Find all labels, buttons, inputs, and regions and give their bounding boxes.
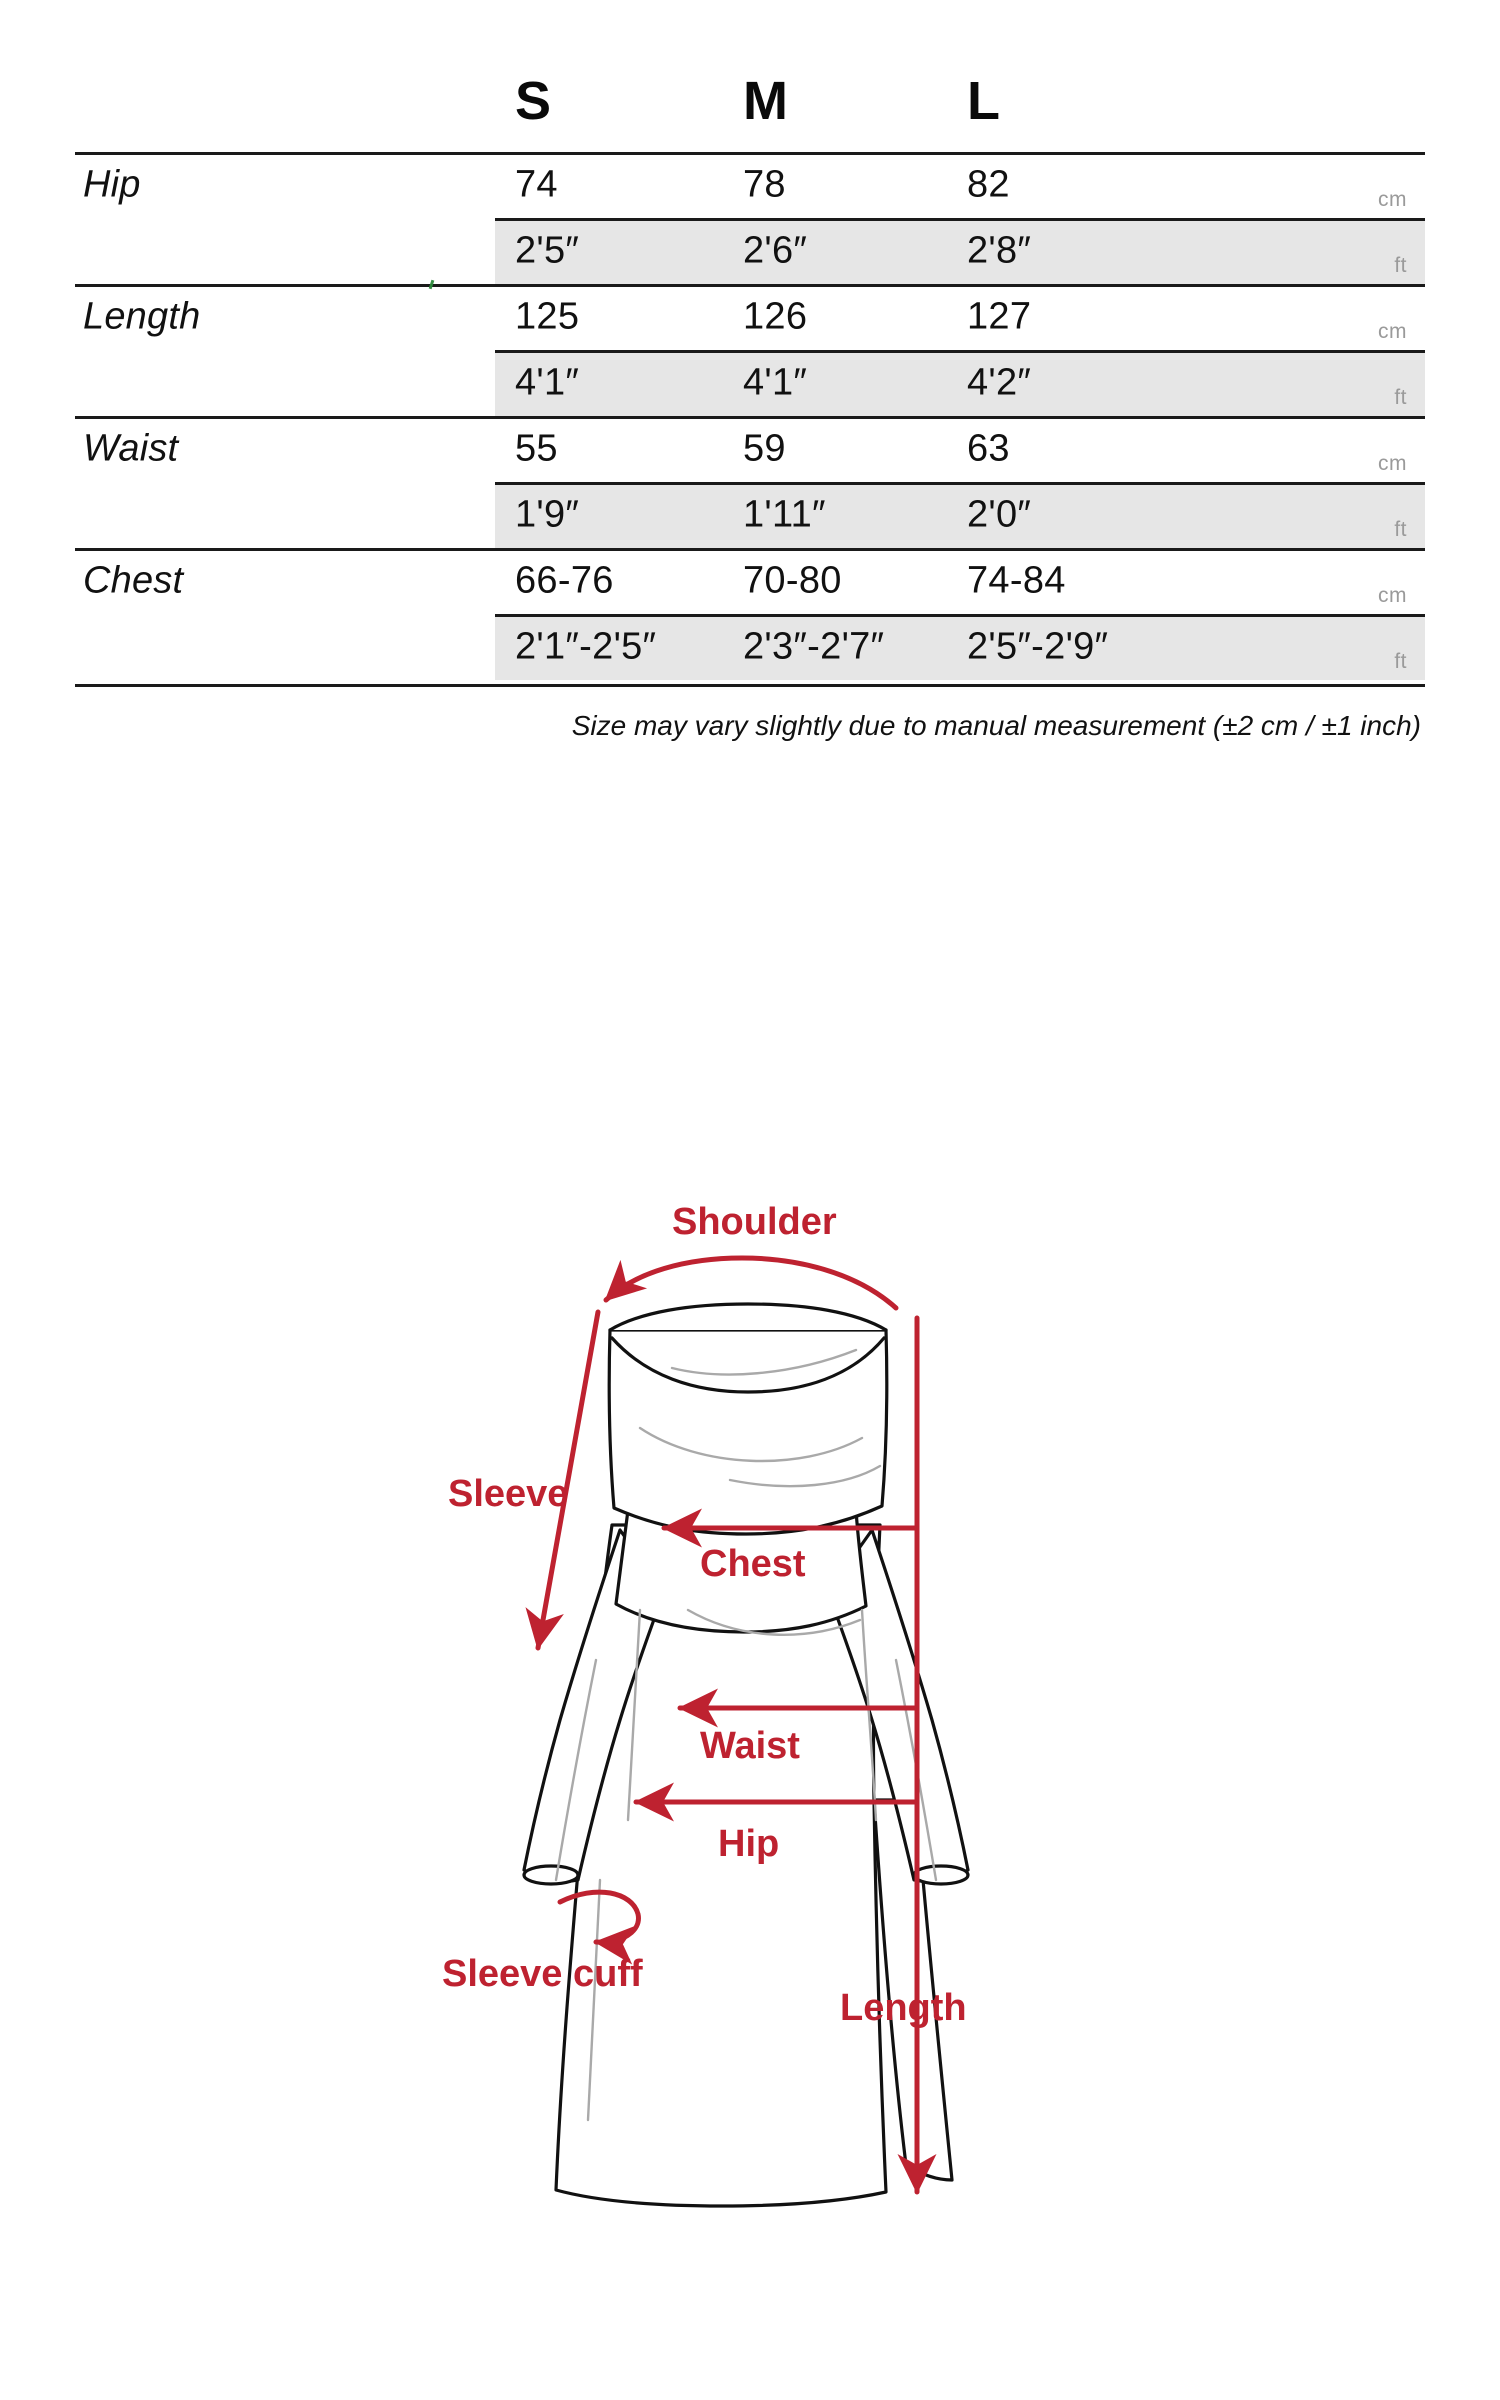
cell-length-cm-m: 126 [743,295,808,338]
row-divider-short [495,482,1425,485]
size-header-l: L [967,71,1001,131]
size-header-m: M [743,71,789,131]
table-row-length-cm [75,284,1425,350]
row-divider-short [495,218,1425,221]
cell-chest-cm-m: 70-80 [743,559,842,602]
size-table [75,60,1425,741]
size-header-s: S [515,71,552,131]
cell-hip-cm-s: 74 [515,163,558,206]
measurement-group-waist [75,416,1425,548]
unit-label-ft: ft [1394,386,1407,409]
table-row-hip-ft [75,218,1425,284]
label-sleeve-cuff: Sleeve cuff [442,1953,643,1995]
cell-waist-cm-s: 55 [515,427,558,470]
right-sleeve-cuff [914,1866,968,1884]
table-row-chest-ft [75,614,1425,680]
row-shading [495,218,1425,284]
row-shading [495,350,1425,416]
cell-waist-cm-m: 59 [743,427,786,470]
cell-hip-ft-s: 2'5″ [515,229,580,272]
unit-label-cm: cm [1378,188,1407,211]
row-shading [495,482,1425,548]
unit-label-ft: ft [1394,518,1407,541]
row-divider-short [495,614,1425,617]
cell-chest-cm-s: 66-76 [515,559,614,602]
cell-length-cm-l: 127 [967,295,1032,338]
cell-chest-ft-l: 2'5″-2'9″ [967,625,1109,668]
row-label-waist: Waist [83,427,179,470]
table-header-row [75,60,1425,152]
cell-hip-ft-m: 2'6″ [743,229,808,272]
table-row-waist-cm [75,416,1425,482]
label-hip: Hip [718,1823,780,1865]
unit-label-cm: cm [1378,584,1407,607]
row-divider-short [495,350,1425,353]
label-waist: Waist [700,1725,800,1767]
row-label-hip: Hip [83,163,141,206]
shoulder-arrow [606,1258,896,1308]
label-chest: Chest [700,1543,806,1585]
cell-length-ft-l: 4'2″ [967,361,1032,404]
cell-hip-cm-l: 82 [967,163,1010,206]
table-row-chest-cm [75,548,1425,614]
cell-hip-cm-m: 78 [743,163,786,206]
cell-chest-ft-s: 2'1″-2'5″ [515,625,657,668]
cell-waist-ft-m: 1'11″ [743,493,826,536]
garment-diagram [0,1180,1500,2260]
label-sleeve: Sleeve [448,1473,569,1515]
unit-label-cm: cm [1378,452,1407,475]
cell-hip-ft-l: 2'8″ [967,229,1032,272]
label-shoulder: Shoulder [672,1201,837,1243]
cell-length-ft-m: 4'1″ [743,361,808,404]
cell-chest-cm-l: 74-84 [967,559,1066,602]
row-label-chest: Chest [83,559,184,602]
measurement-group-hip [75,152,1425,284]
unit-label-ft: ft [1394,650,1407,673]
unit-label-ft: ft [1394,254,1407,277]
measurement-group-length [75,284,1425,416]
left-sleeve-cuff [524,1866,578,1884]
cell-chest-ft-m: 2'3″-2'7″ [743,625,885,668]
cell-waist-cm-l: 63 [967,427,1010,470]
label-length: Length [840,1987,967,2029]
unit-label-cm: cm [1378,320,1407,343]
cell-waist-ft-s: 1'9″ [515,493,580,536]
table-row-length-ft [75,350,1425,416]
row-label-length: Length [83,295,201,338]
cell-length-cm-s: 125 [515,295,580,338]
band-top-edge [610,1304,886,1330]
cell-waist-ft-l: 2'0″ [967,493,1032,536]
measurement-disclaimer: Size may vary slightly due to manual measurement (±2 cm / ±1 inch) [571,710,1421,741]
table-row-hip-cm [75,152,1425,218]
table-row-waist-ft [75,482,1425,548]
measurement-group-chest [75,548,1425,680]
cell-length-ft-s: 4'1″ [515,361,580,404]
table-bottom-border [75,684,1425,687]
